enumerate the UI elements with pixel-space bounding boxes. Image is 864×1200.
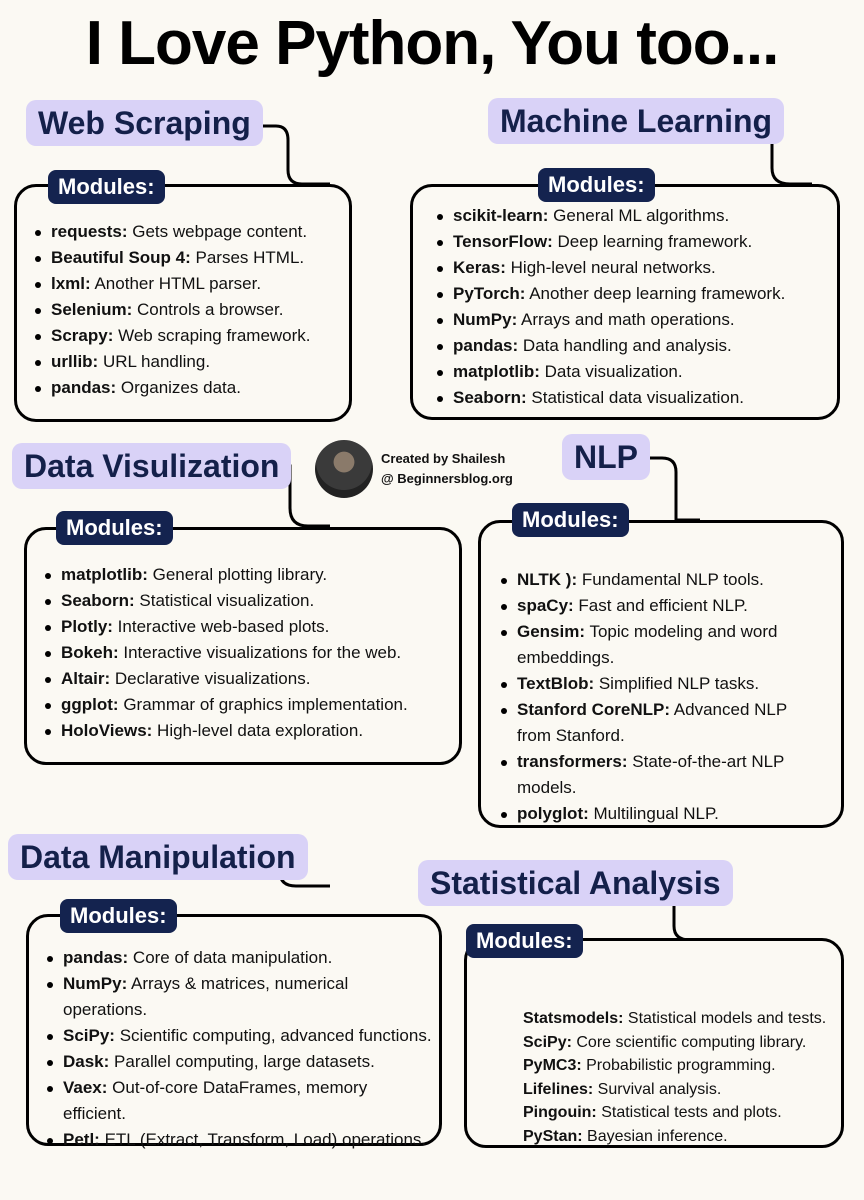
module-description: Core of data manipulation. xyxy=(128,948,333,967)
module-description: Topic modeling and word embeddings. xyxy=(517,622,778,667)
module-item xyxy=(39,614,408,640)
statistical-analysis-heading: Statistical Analysis xyxy=(418,860,733,906)
creator-credit xyxy=(315,440,513,498)
module-description: Statistical tests and plots. xyxy=(596,1104,782,1121)
data-visualization-card xyxy=(24,527,462,765)
module-name: spaCy: xyxy=(517,596,574,615)
module-item xyxy=(495,593,825,619)
module-item xyxy=(431,255,785,281)
web-scraping-heading: Web Scraping xyxy=(26,100,263,146)
data-visualization-list xyxy=(39,562,408,744)
avatar xyxy=(315,440,373,498)
module-name: Lifelines: xyxy=(523,1080,594,1098)
module-item xyxy=(29,219,311,245)
module-item xyxy=(39,562,408,588)
module-item xyxy=(495,749,825,801)
module-name: Scrapy: xyxy=(51,326,114,345)
module-name: Vaex: xyxy=(63,1078,108,1097)
statistical-analysis-card xyxy=(464,938,844,1148)
module-description: Data handling and analysis. xyxy=(518,336,732,355)
module-name: ggplot: xyxy=(61,695,119,714)
module-description: Bayesian inference. xyxy=(582,1127,728,1145)
module-name: SciPy: xyxy=(63,1026,115,1045)
module-name: matplotlib: xyxy=(453,362,540,381)
module-item xyxy=(41,1049,433,1075)
module-description: Survival analysis. xyxy=(593,1080,722,1098)
module-name: PyStan: xyxy=(523,1127,583,1145)
module-description: Parallel computing, large datasets. xyxy=(109,1052,375,1071)
module-description: Deep learning framework. xyxy=(552,232,753,251)
module-description: Data visualization. xyxy=(539,362,683,381)
module-name: Statsmodels: xyxy=(523,1010,624,1027)
module-name: Stanford CoreNLP: xyxy=(517,700,670,719)
module-item xyxy=(431,281,785,307)
module-description: Gets webpage content. xyxy=(127,222,308,241)
web-scraping-card xyxy=(14,184,352,422)
machine-learning-modules-label: Modules: xyxy=(538,168,655,202)
module-item xyxy=(523,1078,826,1102)
statistical-analysis-list xyxy=(523,1007,826,1148)
module-name: pandas: xyxy=(453,336,519,355)
web-scraping-modules-label: Modules: xyxy=(48,170,165,204)
module-item xyxy=(39,640,408,666)
module-description: Grammar of graphics implementation. xyxy=(118,695,408,714)
module-item xyxy=(523,1054,826,1078)
module-name: NLTK ): xyxy=(517,570,578,589)
module-item xyxy=(431,229,785,255)
creator-site: @ Beginnersblog.org xyxy=(381,471,513,486)
module-name: Petl: xyxy=(63,1130,100,1149)
module-description: Advanced NLP from Stanford. xyxy=(517,700,787,745)
data-manipulation-modules-label: Modules: xyxy=(60,899,177,933)
module-item xyxy=(41,1075,433,1127)
nlp-card xyxy=(478,520,844,828)
data-manipulation-heading: Data Manipulation xyxy=(8,834,308,880)
module-description: Organizes data. xyxy=(116,378,241,397)
module-description: Another deep learning framework. xyxy=(525,284,786,303)
module-item xyxy=(431,333,785,359)
module-name: Plotly: xyxy=(61,617,113,636)
statistical-analysis-modules-label: Modules: xyxy=(466,924,583,958)
module-description: Simplified NLP tasks. xyxy=(594,674,760,693)
module-item xyxy=(523,1101,826,1125)
module-name: Pingouin: xyxy=(523,1104,597,1121)
module-description: Statistical visualization. xyxy=(134,591,315,610)
module-name: TextBlob: xyxy=(517,674,595,693)
module-description: Scientific computing, advanced functions. xyxy=(114,1026,432,1045)
module-description: Core scientific computing library. xyxy=(571,1033,807,1051)
creator-name: Created by Shailesh xyxy=(381,451,506,466)
nlp-list xyxy=(495,567,825,827)
module-name: NumPy: xyxy=(453,310,518,329)
module-item xyxy=(41,945,433,971)
module-name: Beautiful Soup 4: xyxy=(51,248,191,267)
module-description: General plotting library. xyxy=(147,565,328,584)
module-name: pandas: xyxy=(51,378,117,397)
machine-learning-heading: Machine Learning xyxy=(488,98,784,144)
module-item xyxy=(29,245,311,271)
web-scraping-list xyxy=(29,219,311,401)
module-description: URL handling. xyxy=(98,352,211,371)
module-description: Multilingual NLP. xyxy=(588,804,719,823)
module-name: PyTorch: xyxy=(453,284,526,303)
module-item xyxy=(523,1007,826,1031)
module-name: Selenium: xyxy=(51,300,133,319)
module-item xyxy=(39,692,408,718)
module-item xyxy=(495,619,825,671)
module-name: matplotlib: xyxy=(61,565,148,584)
module-description: Controls a browser. xyxy=(132,300,284,319)
page-title: I Love Python, You too... xyxy=(85,9,779,78)
module-name: urllib: xyxy=(51,352,99,371)
module-description: Out-of-core DataFrames, memory efficient. xyxy=(63,1078,368,1123)
module-description: ETL (Extract, Transform, Load) operations. xyxy=(99,1130,427,1149)
module-name: lxml: xyxy=(51,274,91,293)
module-name: requests: xyxy=(51,222,128,241)
module-item xyxy=(495,697,825,749)
module-description: State-of-the-art NLP models. xyxy=(517,752,785,797)
module-name: Keras: xyxy=(453,258,506,277)
data-manipulation-list xyxy=(41,945,433,1153)
module-name: TensorFlow: xyxy=(453,232,553,251)
module-name: Dask: xyxy=(63,1052,110,1071)
module-description: Probabilistic programming. xyxy=(581,1057,776,1074)
module-description: General ML algorithms. xyxy=(548,206,730,225)
module-item xyxy=(41,971,433,1023)
module-name: HoloViews: xyxy=(61,721,153,740)
module-name: NumPy: xyxy=(63,974,128,993)
module-item xyxy=(29,375,311,401)
module-description: Arrays & matrices, numerical operations. xyxy=(63,974,349,1019)
module-name: Bokeh: xyxy=(61,643,119,662)
module-name: Seaborn: xyxy=(61,591,135,610)
module-item xyxy=(431,307,785,333)
machine-learning-card xyxy=(410,184,840,420)
module-description: Interactive visualizations for the web. xyxy=(118,643,402,662)
nlp-modules-label: Modules: xyxy=(512,503,629,537)
module-item xyxy=(431,385,785,411)
module-description: High-level data exploration. xyxy=(152,721,364,740)
module-name: polyglot: xyxy=(517,804,589,823)
module-item xyxy=(495,801,825,827)
module-name: SciPy: xyxy=(523,1033,572,1051)
module-item xyxy=(41,1023,433,1049)
module-description: Fundamental NLP tools. xyxy=(577,570,764,589)
module-item xyxy=(495,567,825,593)
module-item xyxy=(39,588,408,614)
module-name: pandas: xyxy=(63,948,129,967)
module-item xyxy=(41,1127,433,1153)
module-item xyxy=(29,323,311,349)
module-item xyxy=(495,671,825,697)
module-item xyxy=(523,1125,826,1149)
module-item xyxy=(29,271,311,297)
module-item xyxy=(39,666,408,692)
module-description: Interactive web-based plots. xyxy=(112,617,330,636)
module-description: Statistical data visualization. xyxy=(526,388,745,407)
data-visualization-heading: Data Visulization xyxy=(12,443,291,489)
connector-nlp xyxy=(643,458,700,520)
module-description: Declarative visualizations. xyxy=(110,669,311,688)
module-name: Seaborn: xyxy=(453,388,527,407)
module-item xyxy=(39,718,408,744)
module-item xyxy=(29,297,311,323)
machine-learning-list xyxy=(431,203,785,411)
module-description: Another HTML parser. xyxy=(90,274,262,293)
module-name: transformers: xyxy=(517,752,628,771)
module-description: Web scraping framework. xyxy=(113,326,311,345)
data-manipulation-card xyxy=(26,914,442,1149)
module-description: High-level neural networks. xyxy=(505,258,716,277)
module-description: Arrays and math operations. xyxy=(517,310,735,329)
data-visualization-modules-label: Modules: xyxy=(56,511,173,545)
module-description: Parses HTML. xyxy=(190,248,305,267)
module-item xyxy=(29,349,311,375)
module-description: Fast and efficient NLP. xyxy=(573,596,748,615)
module-name: Altair: xyxy=(61,669,111,688)
connector-web-scraping xyxy=(258,126,330,184)
nlp-heading: NLP xyxy=(562,434,650,480)
module-description: Statistical models and tests. xyxy=(623,1010,827,1027)
module-name: Gensim: xyxy=(517,622,586,641)
module-name: scikit-learn: xyxy=(453,206,549,225)
module-item xyxy=(431,203,785,229)
module-item xyxy=(523,1031,826,1055)
module-item xyxy=(431,359,785,385)
module-name: PyMC3: xyxy=(523,1057,582,1074)
